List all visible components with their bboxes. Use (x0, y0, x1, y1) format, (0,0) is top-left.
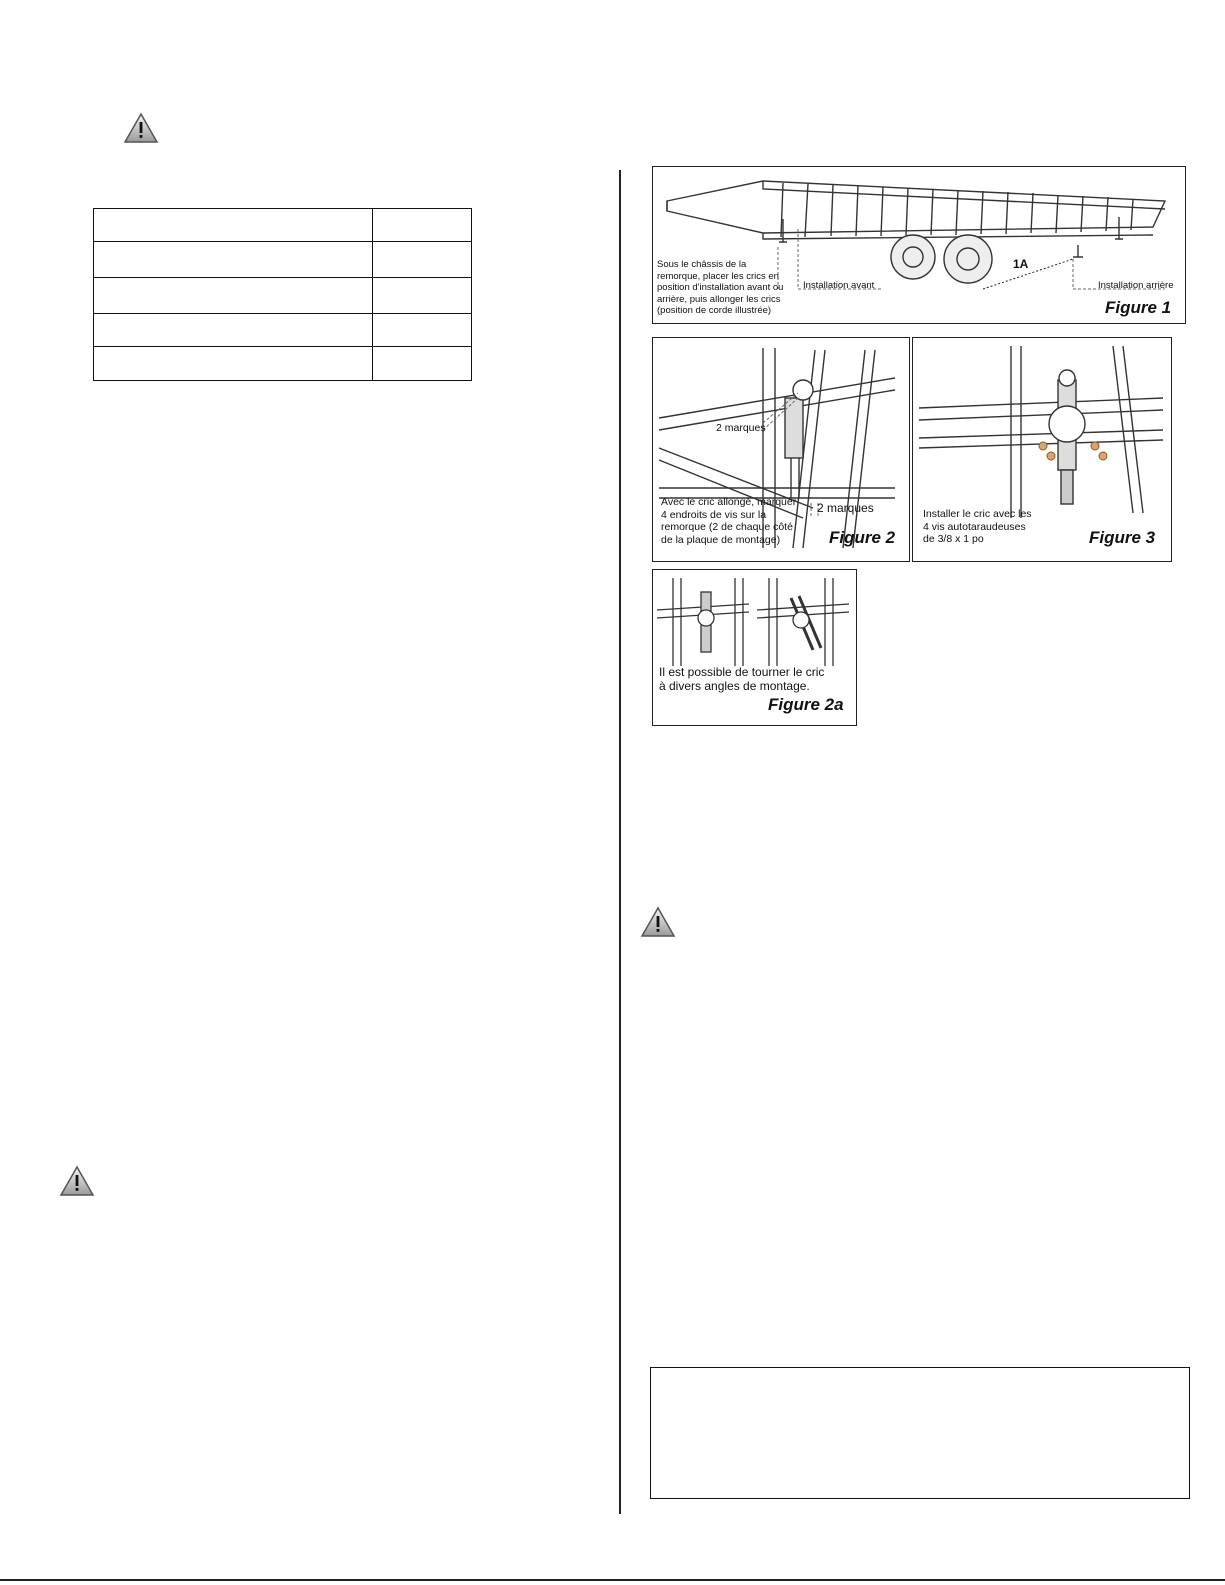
callout-rear: Installation arrière (1098, 280, 1174, 291)
figure-3 (912, 337, 1172, 562)
callout-1a: 1A (1013, 257, 1029, 271)
figure-2-caption: Avec le cric allongé, marquer 4 endroits de vis sur la remorque (2 de chaque côté de la plaque de montage) (661, 496, 797, 546)
callout-front: Installation avant (803, 280, 875, 291)
marks-bottom-label: 2 marques (817, 501, 874, 515)
figure-2-label: Figure 2 (829, 528, 896, 547)
notice-box (650, 1367, 1190, 1499)
parts-table (93, 208, 472, 381)
figure-2a-caption: Il est possible de tourner le cric à divers angles de montage. (659, 665, 825, 693)
warning-triangle-icon (123, 112, 159, 144)
figure-2a (652, 569, 857, 726)
figure-3-caption: Installer le cric avec les 4 vis autotaraudeuses de 3/8 x 1 po (923, 508, 1032, 545)
table-row (94, 347, 472, 381)
table-row (94, 209, 472, 242)
figure-2 (652, 337, 910, 562)
marks-top-label: 2 marques (716, 422, 766, 434)
column-divider (619, 170, 621, 1514)
figure-1-caption: Sous le châssis de la remorque, placer les crics en position d'installation avant ou arrière, puis allonger les crics (position de corde illustrée) (657, 259, 784, 316)
figure-1 (652, 166, 1186, 324)
figure-2a-label: Figure 2a (768, 695, 844, 714)
page-bottom-rule (0, 1579, 1225, 1581)
figure-1-label: Figure 1 (1105, 298, 1172, 317)
table-row (94, 278, 472, 314)
warning-triangle-icon (640, 906, 676, 938)
table-row (94, 242, 472, 278)
table-row (94, 314, 472, 347)
figure-3-label: Figure 3 (1089, 528, 1156, 547)
warning-triangle-icon (59, 1165, 95, 1197)
